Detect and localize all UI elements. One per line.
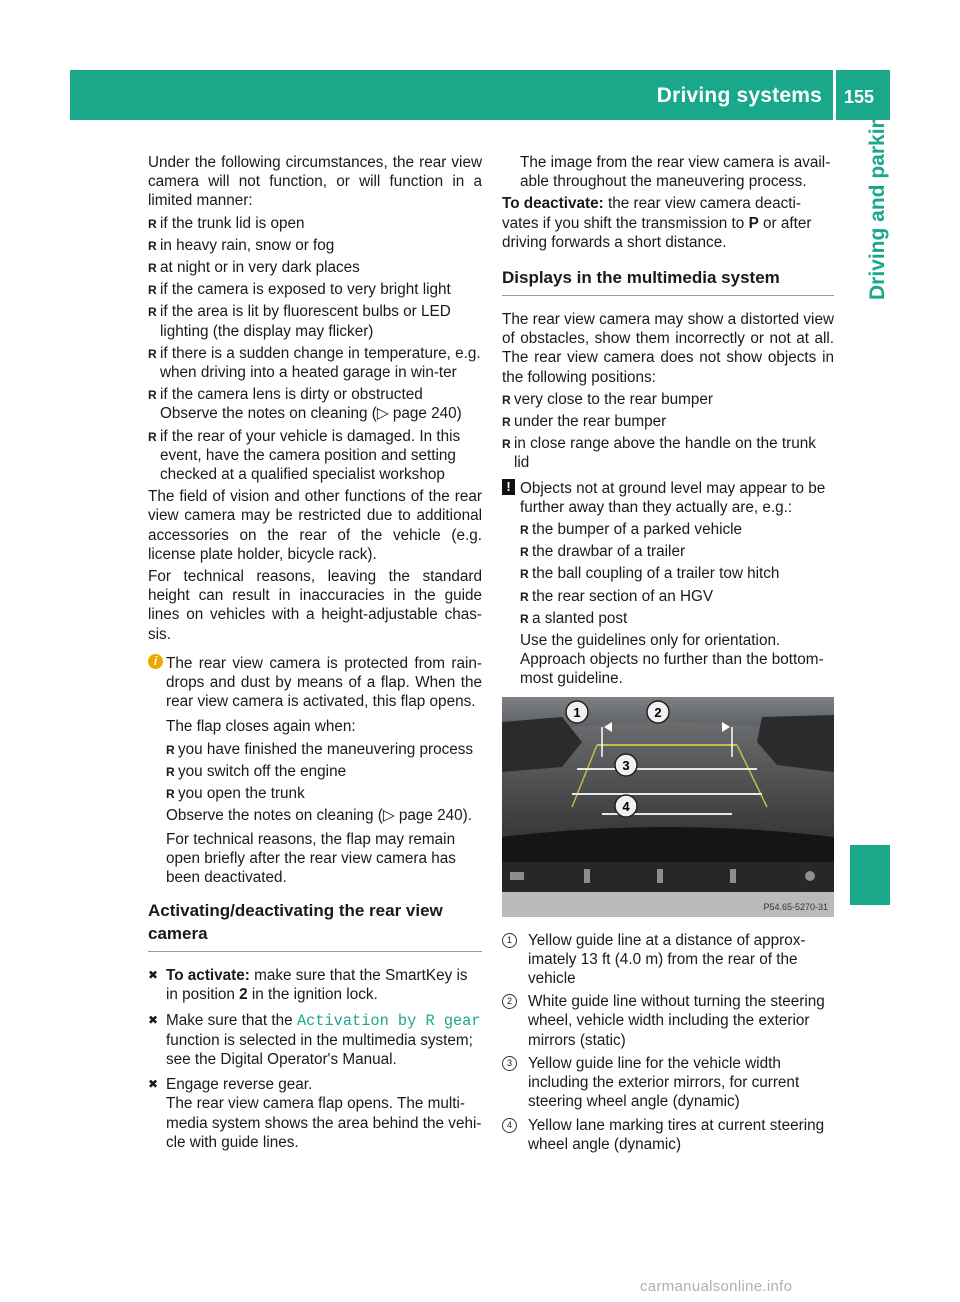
list-item: R if the area is lit by fluorescent bulbs or LED lighting (the display may flicker) bbox=[148, 302, 482, 340]
step-reverse-gear bbox=[148, 1075, 482, 1152]
positions-list bbox=[502, 390, 834, 473]
legend-item bbox=[502, 1116, 834, 1154]
legend-text: Yellow guide line at a distance of approx-imately 13 ft (4.0 m) from the rear of the vehicle bbox=[528, 931, 806, 988]
step-activate bbox=[148, 966, 482, 1004]
flap-closes-text: The flap closes again when: bbox=[166, 718, 356, 736]
flap-list bbox=[166, 740, 482, 804]
activate-tail: in the ignition lock. bbox=[251, 986, 378, 1004]
chapter-marker bbox=[850, 845, 890, 905]
callout-4: 4 bbox=[622, 798, 630, 814]
info-text: The rear view camera is protected from rain-drops and dust by means of a flap. When the rear view camera is activated, this flap opens. bbox=[166, 654, 482, 711]
header-divider bbox=[833, 70, 836, 120]
activate-label: To activate: bbox=[166, 967, 250, 985]
list-item: R you open the trunk bbox=[166, 784, 482, 803]
list-item: R if the rear of your vehicle is damaged. In this event, have the camera position and setting checked at a qualified specialist workshop bbox=[148, 427, 482, 485]
legend-number: 1 bbox=[502, 933, 517, 948]
heading-rule bbox=[148, 951, 482, 952]
legend-item bbox=[502, 931, 834, 989]
list-item: R you switch off the engine bbox=[166, 762, 482, 781]
legend-number: 2 bbox=[502, 994, 517, 1009]
footer-watermark: carmanualsonline.info bbox=[640, 1278, 793, 1295]
list-item: R if the camera lens is dirty or obstructed Observe the notes on cleaning (▷ page 240) bbox=[148, 385, 482, 423]
deactivate-tail: or after driving forwards a short distance. bbox=[502, 214, 812, 251]
heading-rule bbox=[502, 295, 834, 296]
legend-item bbox=[502, 992, 834, 1050]
guidelines-text: Use the guidelines only for orientation. Approach objects no further than the bottom-most guideline. bbox=[520, 632, 824, 688]
heading-activate: Activating/deactivating the rear view camera bbox=[148, 901, 443, 944]
function-name: Activation by R gear bbox=[296, 1011, 481, 1030]
deactivate-paragraph bbox=[502, 194, 834, 252]
activate-text: make sure that the SmartKey is in position bbox=[166, 967, 468, 1004]
legend-number: 3 bbox=[502, 1056, 517, 1071]
activation-steps bbox=[148, 966, 482, 1152]
step-select-function bbox=[148, 1011, 482, 1070]
legend-text: Yellow lane marking tires at current steering wheel angle (dynamic) bbox=[528, 1116, 825, 1153]
callout-2: 2 bbox=[654, 704, 662, 720]
arrow-icon: ✖ bbox=[148, 1077, 159, 1092]
distorted-text: The rear view camera may show a distorted view of obstacles, show them incorrectly or not at all. The rear view camera does not show objects in the following positions: bbox=[502, 311, 834, 386]
heading-displays: Displays in the multimedia system bbox=[502, 268, 780, 288]
list-item: R under the rear bumper bbox=[502, 412, 834, 431]
page-number: 155 bbox=[844, 87, 875, 107]
list-item: R if the camera is exposed to very bright light bbox=[148, 280, 482, 299]
list-item: R if there is a sudden change in temperature, e.g. when driving into a heated garage in win-ter bbox=[148, 344, 482, 382]
image-available-text: The image from the rear view camera is avail-able throughout the maneuvering process. bbox=[520, 154, 831, 191]
deactivate-label: To deactivate: bbox=[502, 195, 604, 213]
field-of-vision-text: The field of vision and other functions of the rear view camera may be restricted due to additional accessories on the rear of the vehicle (e.g. license plate holder, bicycle rack). bbox=[148, 488, 482, 563]
callout-1: 1 bbox=[573, 704, 581, 720]
list-item: R very close to the rear bumper bbox=[502, 390, 834, 409]
park-gear: P bbox=[748, 214, 759, 232]
chapter-label: Driving and parking bbox=[866, 102, 889, 300]
image-code: P54.65-5270-31 bbox=[763, 901, 828, 912]
list-item: R you have finished the maneuvering process bbox=[166, 740, 482, 759]
select-post: function is selected in the multimedia system; see the Digital Operator's Manual. bbox=[166, 1031, 473, 1068]
flap-remain-text: For technical reasons, the flap may remain open briefly after the rear view camera has been deactivated. bbox=[166, 830, 456, 886]
section-title: Driving systems bbox=[656, 84, 822, 107]
warning-text: Objects not at ground level may appear to be further away than they actually are, e.g.: bbox=[520, 479, 826, 516]
list-item: R the bumper of a parked vehicle bbox=[520, 520, 834, 539]
rear-camera-image bbox=[502, 697, 834, 917]
deactivate-text: the rear view camera deacti-vates if you shift the transmission to bbox=[502, 195, 801, 232]
arrow-icon: ✖ bbox=[148, 968, 159, 983]
warning-note bbox=[502, 479, 834, 689]
right-column bbox=[502, 153, 834, 1158]
legend-item bbox=[502, 1054, 834, 1112]
limits-list bbox=[148, 214, 482, 485]
select-pre: Make sure that the bbox=[166, 1011, 293, 1029]
ignition-position: 2 bbox=[239, 986, 248, 1004]
list-item: R the ball coupling of a trailer tow hitch bbox=[520, 564, 834, 583]
flap-opens-text: The rear view camera flap opens. The multi-media system shows the area behind the vehi-cle with guide lines. bbox=[166, 1095, 482, 1151]
legend-number: 4 bbox=[502, 1118, 517, 1133]
list-item: R at night or in very dark places bbox=[148, 258, 482, 277]
legend-text: White guide line without turning the steering wheel, vehicle width including the exterior mirrors (static) bbox=[528, 993, 825, 1049]
objects-list bbox=[520, 520, 834, 628]
list-item: R in heavy rain, snow or fog bbox=[148, 236, 482, 255]
page-header bbox=[70, 70, 890, 120]
list-item: R in close range above the handle on the trunk lid bbox=[502, 434, 834, 472]
list-item: R if the trunk lid is open bbox=[148, 214, 482, 233]
callout-legend bbox=[502, 931, 834, 1154]
limits-intro: Under the following circumstances, the rear view camera will not function, or will function in a limited manner: bbox=[148, 154, 482, 210]
callout-3: 3 bbox=[622, 757, 630, 773]
left-column bbox=[148, 153, 482, 1158]
list-item: R the rear section of an HGV bbox=[520, 587, 834, 606]
technical-reasons-text: For technical reasons, leaving the standard height can result in inaccuracies in the guide lines on vehicles with a height-adjustable chas-sis. bbox=[148, 568, 482, 643]
legend-text: Yellow guide line for the vehicle width including the exterior mirrors, for current steering wheel angle (dynamic) bbox=[528, 1054, 800, 1111]
warning-icon: ! bbox=[502, 479, 515, 495]
info-icon: i bbox=[148, 654, 163, 669]
arrow-icon: ✖ bbox=[148, 1012, 159, 1027]
list-item: R the drawbar of a trailer bbox=[520, 542, 834, 561]
info-note bbox=[148, 654, 482, 887]
cleaning-note: Observe the notes on cleaning (▷ page 240). bbox=[166, 807, 472, 825]
reverse-gear-text: Engage reverse gear. bbox=[166, 1076, 313, 1094]
list-item: R a slanted post bbox=[520, 609, 834, 628]
